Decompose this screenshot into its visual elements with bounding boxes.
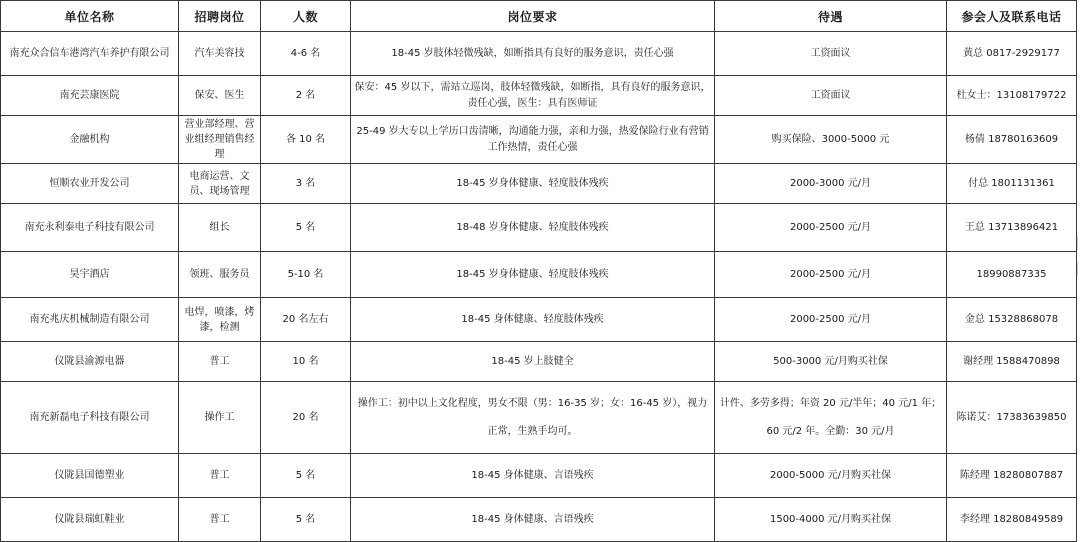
requirements-cell: 18-45 身体健康、言语残疾 — [351, 498, 715, 542]
salary-cell: 500-3000 元/月购买社保 — [715, 342, 947, 382]
salary-cell: 计件、多劳多得；年资 20 元/半年；40 元/1 年；60 元/2 年。全勤：30 元/月 — [715, 382, 947, 454]
company-cell: 南充新磊电子科技有限公司 — [1, 382, 179, 454]
requirements-cell: 18-45 岁肢体轻微残缺，如断指具有良好的服务意识，责任心强 — [351, 32, 715, 76]
contact-cell: 付总 1801131361 — [947, 164, 1077, 204]
table-row — [1, 382, 1077, 454]
company-cell: 仪陇县渝源电器 — [1, 342, 179, 382]
company-cell: 恒顺农业开发公司 — [1, 164, 179, 204]
position-cell: 营业部经理、营业组经理销售经理 — [179, 116, 261, 164]
salary-cell: 2000-5000 元/月购买社保 — [715, 454, 947, 498]
right-edge-tick — [1077, 236, 1078, 250]
contact-cell: 陈经理 18280807887 — [947, 454, 1077, 498]
salary-cell: 工资面议 — [715, 76, 947, 116]
salary-cell: 2000-3000 元/月 — [715, 164, 947, 204]
salary-cell: 工资面议 — [715, 32, 947, 76]
salary-cell: 2000-2500 元/月 — [715, 252, 947, 298]
salary-cell: 2000-2500 元/月 — [715, 298, 947, 342]
position-cell: 电商运营、文员、现场管理 — [179, 164, 261, 204]
requirements-cell: 25-49 岁大专以上学历口齿清晰，沟通能力强，亲和力强，热爱保险行业有营销工作热情，责任心强 — [351, 116, 715, 164]
position-cell: 电焊，喷漆，烤漆，检测 — [179, 298, 261, 342]
company-cell: 南充永利泰电子科技有限公司 — [1, 204, 179, 252]
company-cell: 南充芸康医院 — [1, 76, 179, 116]
salary-cell: 2000-2500 元/月 — [715, 204, 947, 252]
table-row — [1, 76, 1077, 116]
count-cell: 各 10 名 — [261, 116, 351, 164]
count-cell: 5-10 名 — [261, 252, 351, 298]
count-cell: 20 名 — [261, 382, 351, 454]
company-cell: 金融机构 — [1, 116, 179, 164]
count-cell: 5 名 — [261, 454, 351, 498]
contact-cell: 陈诺艾：17383639850 — [947, 382, 1077, 454]
count-cell: 5 名 — [261, 204, 351, 252]
table-row — [1, 298, 1077, 342]
position-cell: 领班、服务员 — [179, 252, 261, 298]
position-cell: 汽车美容技 — [179, 32, 261, 76]
position-cell: 普工 — [179, 342, 261, 382]
contact-cell: 王总 13713896421 — [947, 204, 1077, 252]
position-cell: 操作工 — [179, 382, 261, 454]
salary-cell: 购买保险、3000-5000 元 — [715, 116, 947, 164]
header-count: 人数 — [261, 1, 351, 32]
requirements-cell: 18-48 岁身体健康、轻度肢体残疾 — [351, 204, 715, 252]
contact-cell: 杨倩 18780163609 — [947, 116, 1077, 164]
table-row — [1, 252, 1077, 298]
table-row — [1, 204, 1077, 252]
count-cell: 5 名 — [261, 498, 351, 542]
requirements-cell: 操作工：初中以上文化程度，男女不限（男：16-35 岁；女：16-45 岁），视力正常，生熟手均可。 — [351, 382, 715, 454]
table-row — [1, 32, 1077, 76]
count-cell: 10 名 — [261, 342, 351, 382]
contact-cell: 李经理 18280849589 — [947, 498, 1077, 542]
table-row — [1, 116, 1077, 164]
requirements-cell: 18-45 岁身体健康、轻度肢体残疾 — [351, 164, 715, 204]
contact-cell: 金总 15328868078 — [947, 298, 1077, 342]
requirements-cell: 18-45 身体健康、言语残疾 — [351, 454, 715, 498]
header-position: 招聘岗位 — [179, 1, 261, 32]
company-cell: 南充众合信车港湾汽车养护有限公司 — [1, 32, 179, 76]
header-company: 单位名称 — [1, 1, 179, 32]
requirements-cell: 18-45 身体健康、轻度肢体残疾 — [351, 298, 715, 342]
company-cell: 仪陇县瑞虹鞋业 — [1, 498, 179, 542]
count-cell: 3 名 — [261, 164, 351, 204]
contact-cell: 黄总 0817-2929177 — [947, 32, 1077, 76]
header-salary: 待遇 — [715, 1, 947, 32]
table-row — [1, 342, 1077, 382]
table-row — [1, 164, 1077, 204]
salary-cell: 1500-4000 元/月购买社保 — [715, 498, 947, 542]
table-row — [1, 498, 1077, 542]
requirements-cell: 18-45 岁上肢健全 — [351, 342, 715, 382]
requirements-cell: 18-45 岁身体健康、轻度肢体残疾 — [351, 252, 715, 298]
position-cell: 保安、医生 — [179, 76, 261, 116]
company-cell: 昊宇酒店 — [1, 252, 179, 298]
company-cell: 仪陇县国德塑业 — [1, 454, 179, 498]
position-cell: 组长 — [179, 204, 261, 252]
contact-cell: 杜女士：13108179722 — [947, 76, 1077, 116]
company-cell: 南充兆庆机械制造有限公司 — [1, 298, 179, 342]
count-cell: 2 名 — [261, 76, 351, 116]
contact-cell: 谢经理 1588470898 — [947, 342, 1077, 382]
header-row — [1, 1, 1077, 32]
right-edge-tick — [1077, 262, 1078, 276]
count-cell: 4-6 名 — [261, 32, 351, 76]
table-row — [1, 454, 1077, 498]
count-cell: 20 名左右 — [261, 298, 351, 342]
requirements-cell: 保安：45 岁以下，需站立巡岗，肢体轻微残缺，如断指，具有良好的服务意识，责任心强，医生：具有医师证 — [351, 76, 715, 116]
header-contact: 参会人及联系电话 — [947, 1, 1077, 32]
position-cell: 普工 — [179, 498, 261, 542]
header-requirements: 岗位要求 — [351, 1, 715, 32]
contact-cell: 18990887335 — [947, 252, 1077, 298]
position-cell: 普工 — [179, 454, 261, 498]
